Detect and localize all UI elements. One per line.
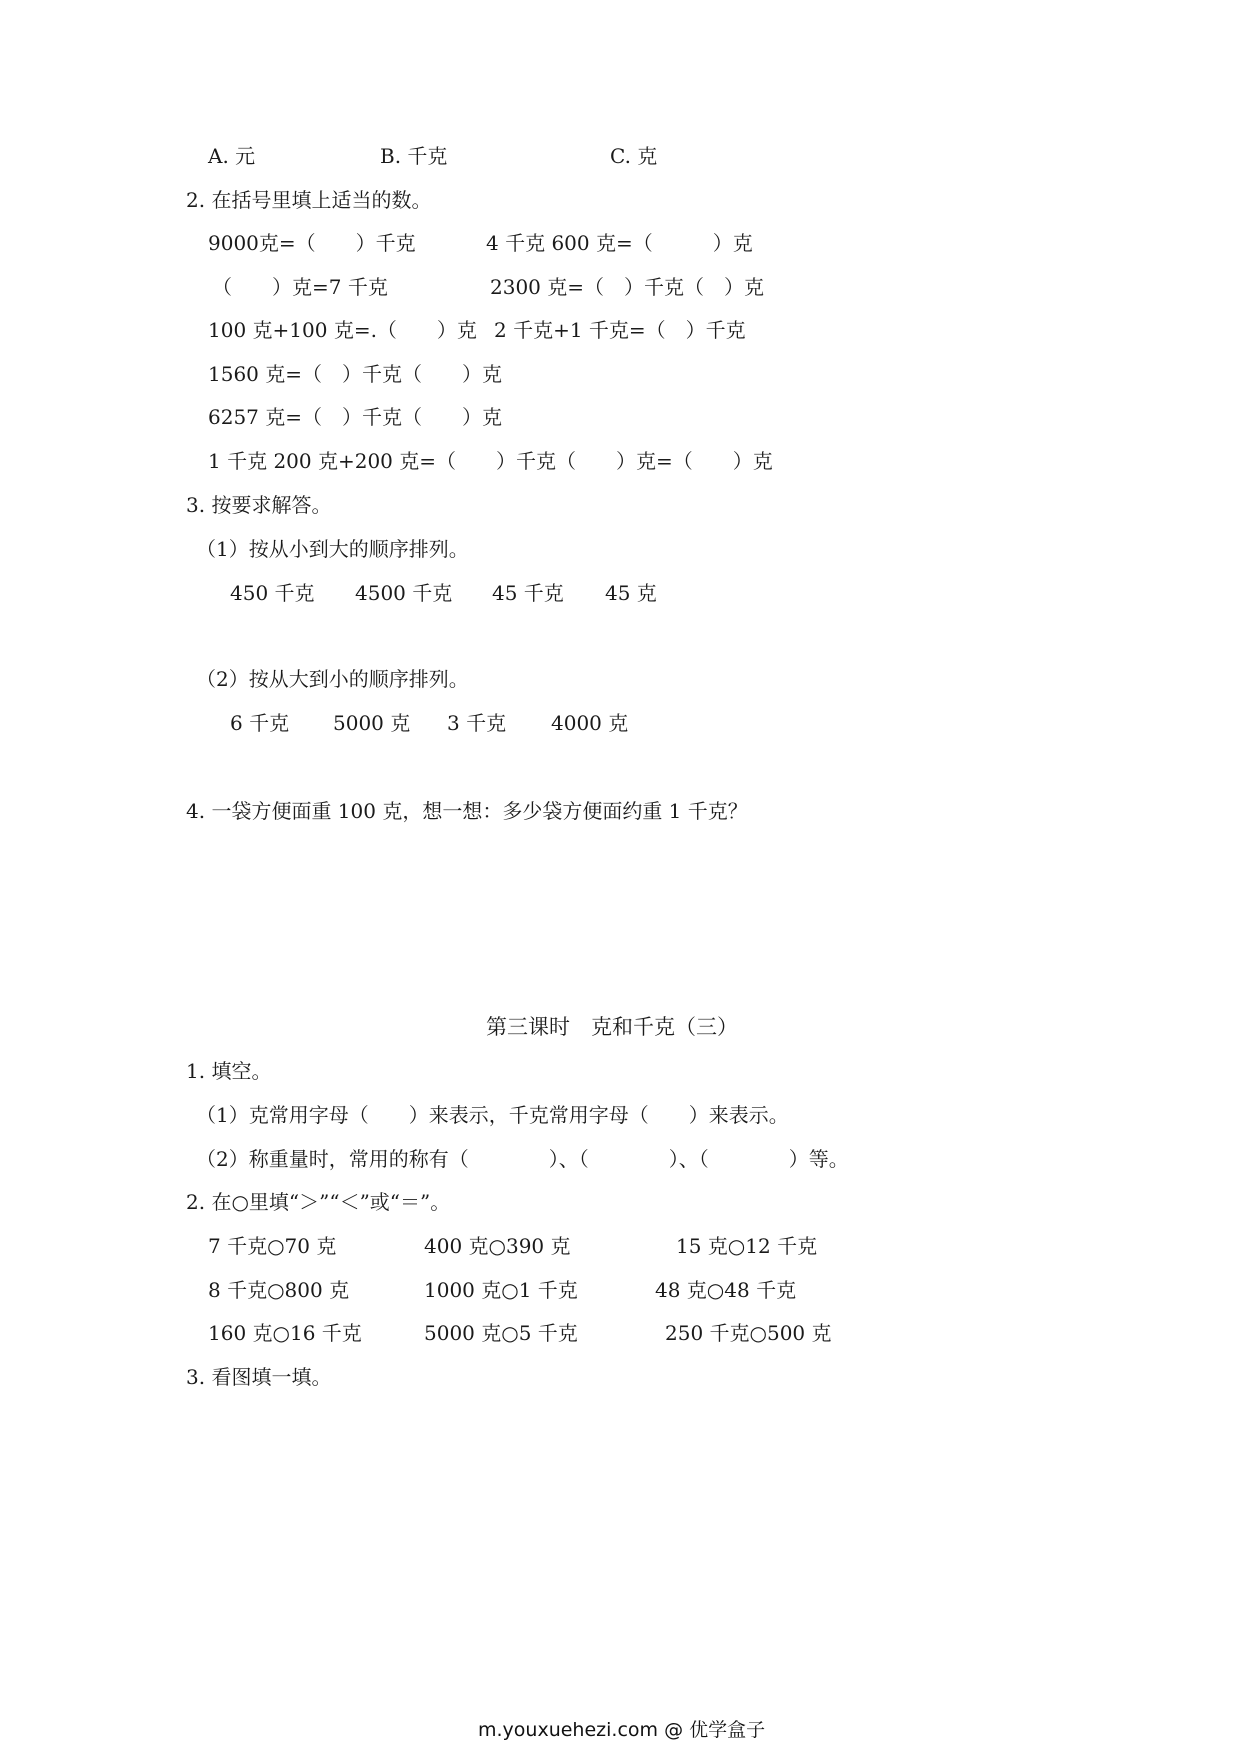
compare-item: 15 克○12 千克 (676, 1234, 818, 1258)
q2-row4: 1560 克=（ ）千克（ ）克 (208, 362, 503, 386)
option-c: C. 克 (610, 144, 658, 168)
option-a: A. 元 (208, 144, 256, 168)
q2-row6: 1 千克 200 克+200 克=（ ）千克（ ）克=（ ）克 (208, 449, 773, 473)
q2-row2-left: （ ）克=7 千克 (212, 275, 388, 299)
q3-sub2-item: 4000 克 (551, 711, 629, 735)
q3-sub1-item: 450 千克 (230, 581, 315, 605)
q2-row1-right: 4 千克 600 克=（ ）克 (486, 231, 753, 255)
footer-watermark: m.youxuehezi.com @ 优学盒子 (478, 1719, 766, 1741)
compare-item: 250 千克○500 克 (665, 1321, 832, 1345)
compare-item: 8 千克○800 克 (208, 1278, 350, 1302)
s3q1-heading: 1. 填空。 (186, 1059, 272, 1083)
q3-sub2-item: 6 千克 (230, 711, 290, 735)
q3-sub1-item: 4500 千克 (355, 581, 453, 605)
s3q1-item1: （1）克常用字母（ ）来表示，千克常用字母（ ）来表示。 (196, 1103, 789, 1127)
q3-heading: 3. 按要求解答。 (186, 493, 332, 517)
q3-sub2: （2）按从大到小的顺序排列。 (196, 667, 469, 691)
compare-item: 400 克○390 克 (424, 1234, 571, 1258)
compare-item: 5000 克○5 千克 (424, 1321, 578, 1345)
s3q1-item2: （2）称重量时，常用的称有（ ）、（ ）、（ ）等。 (196, 1147, 849, 1171)
q2-row3-left: 100 克+100 克=.（ ）克 (208, 318, 477, 342)
q2-row5: 6257 克=（ ）千克（ ）克 (208, 405, 503, 429)
q3-sub1: （1）按从小到大的顺序排列。 (196, 537, 469, 561)
compare-item: 48 克○48 千克 (655, 1278, 797, 1302)
q3-sub2-item: 5000 克 (333, 711, 411, 735)
q2-row2-right: 2300 克=（ ）千克（ ）克 (490, 275, 765, 299)
q2-heading: 2. 在括号里填上适当的数。 (186, 188, 432, 212)
q4-question: 4. 一袋方便面重 100 克，想一想：多少袋方便面约重 1 千克？ (186, 799, 748, 823)
q3-sub1-item: 45 克 (605, 581, 657, 605)
s3q2-heading: 2. 在○里填“＞”“＜”或“＝”。 (186, 1190, 451, 1214)
compare-item: 1000 克○1 千克 (424, 1278, 578, 1302)
s3q3-heading: 3. 看图填一填。 (186, 1365, 332, 1389)
q2-row1-left: 9000克=（ ）千克 (208, 231, 416, 255)
q2-row3-right: 2 千克+1 千克=（ ）千克 (494, 318, 746, 342)
q3-sub1-item: 45 千克 (492, 581, 564, 605)
section-title: 第三课时 克和千克（三） (486, 1015, 738, 1039)
compare-item: 7 千克○70 克 (208, 1234, 337, 1258)
q3-sub2-item: 3 千克 (447, 711, 507, 735)
option-b: B. 千克 (380, 144, 448, 168)
compare-item: 160 克○16 千克 (208, 1321, 362, 1345)
